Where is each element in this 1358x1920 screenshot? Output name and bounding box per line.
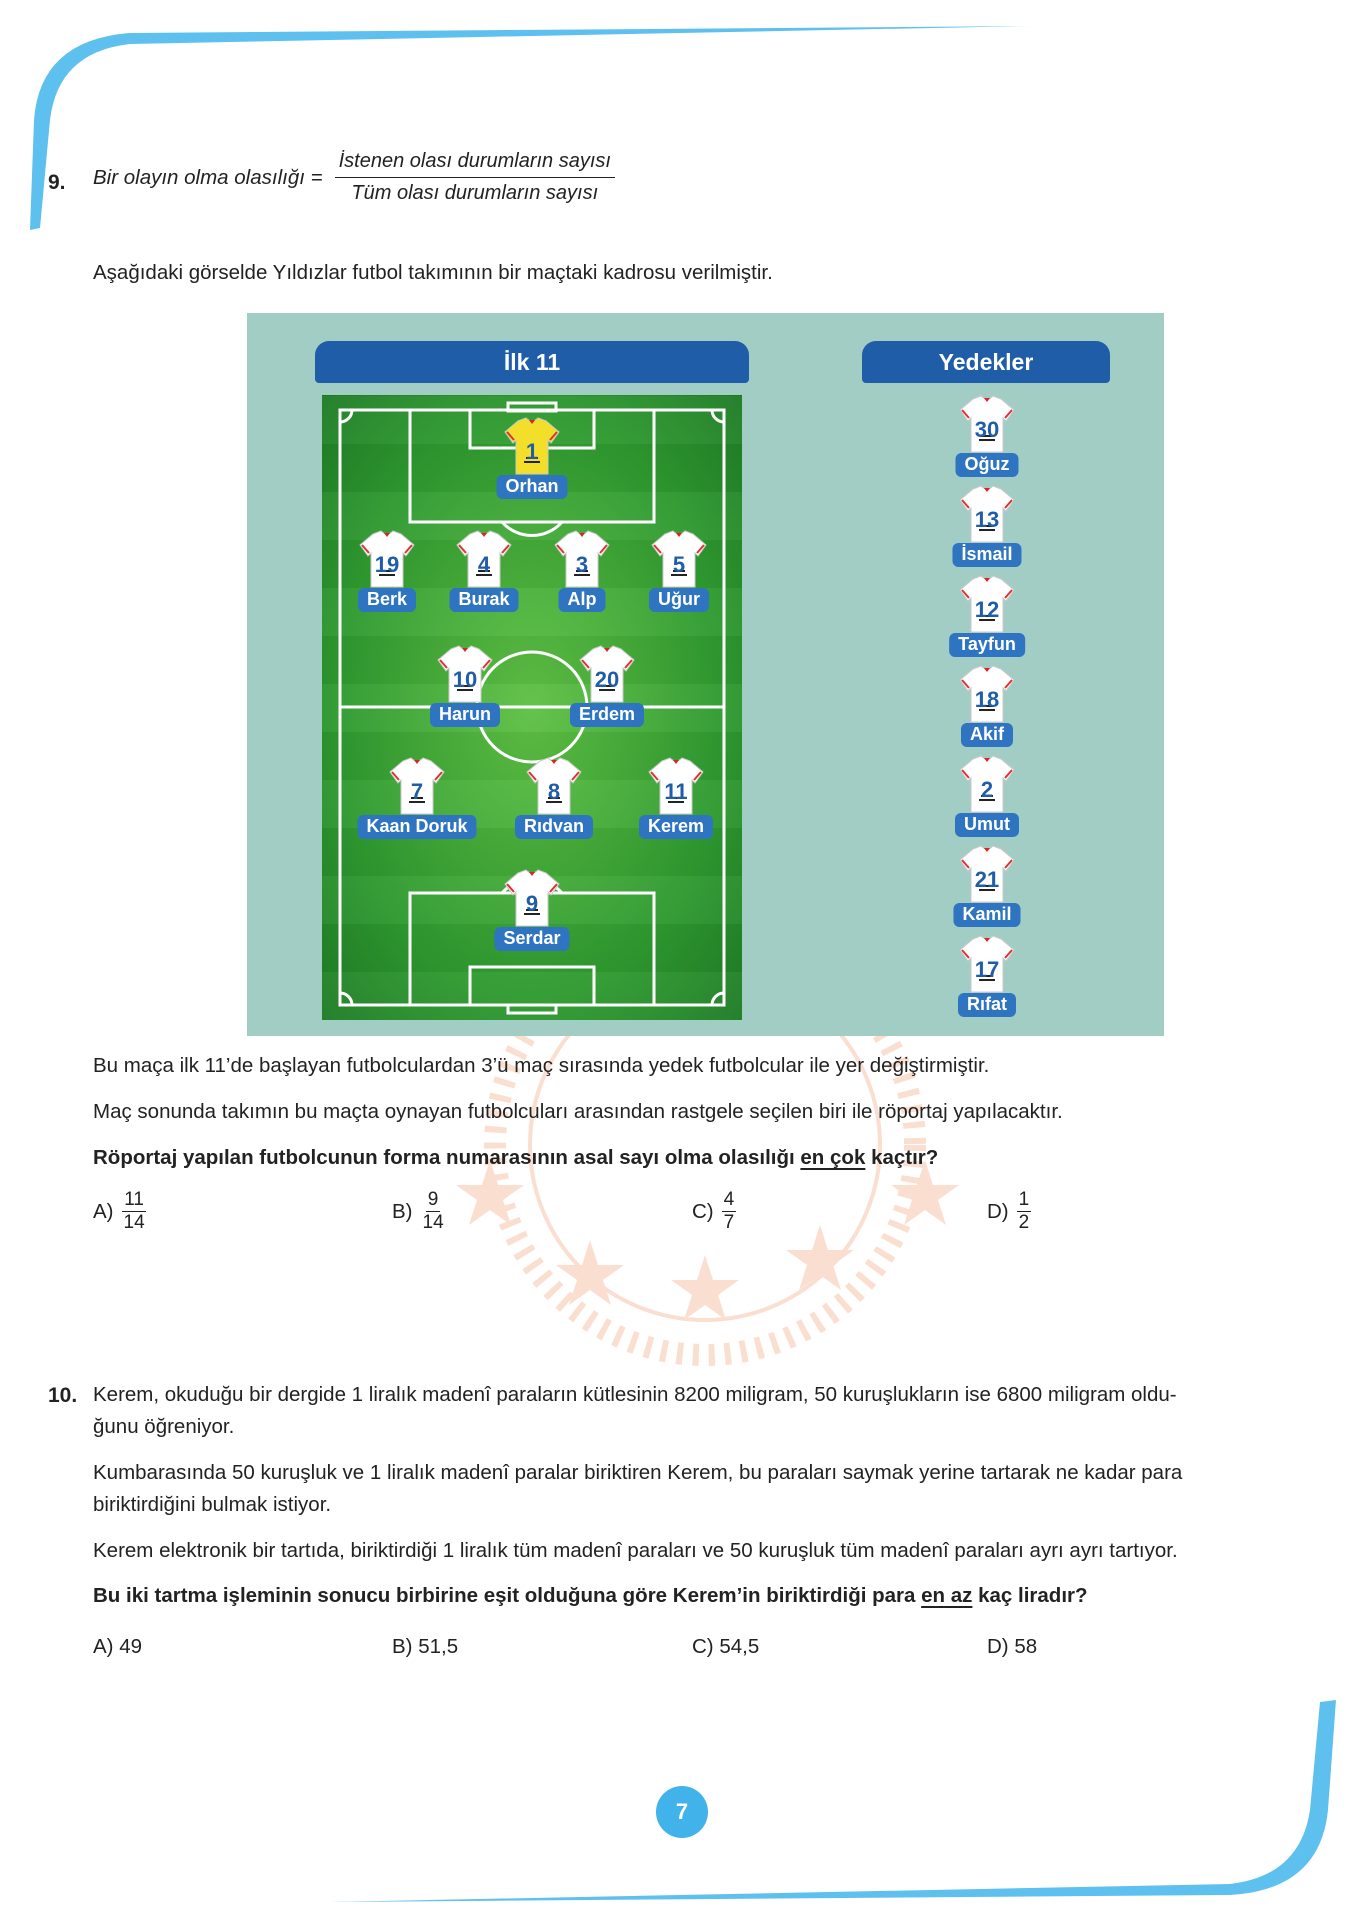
jersey-number: 21 — [974, 867, 1000, 892]
player-name-tag: Umut — [955, 813, 1019, 837]
sub-player — [932, 845, 1042, 927]
sub-player — [932, 935, 1042, 1017]
sub-player — [932, 665, 1042, 747]
jersey-number: 5 — [672, 552, 686, 577]
starter-player — [410, 645, 520, 727]
jersey-number: 9 — [525, 891, 539, 916]
starter-player — [332, 530, 442, 612]
probability-formula — [93, 150, 615, 205]
fraction-numerator: 9 — [427, 1189, 439, 1210]
sub-player — [932, 395, 1042, 477]
question-10-paragraph-2-line-2: biriktirdiğini bulmak istiyor. — [93, 1493, 332, 1516]
starter-player — [499, 757, 609, 839]
q10-option-d[interactable]: D) 58 — [987, 1635, 1038, 1658]
fraction-numerator: 11 — [124, 1189, 144, 1210]
page-number-badge: 7 — [656, 1786, 708, 1838]
starter-player — [624, 530, 734, 612]
option-label: D) — [987, 1199, 1009, 1223]
starters-header: İlk 11 — [315, 341, 749, 383]
starter-player — [362, 757, 472, 839]
jersey-number: 13 — [974, 507, 1000, 532]
sub-player — [932, 485, 1042, 567]
q10-option-b[interactable]: B) 51,5 — [392, 1635, 459, 1658]
question-10-number: 10. — [48, 1384, 78, 1407]
question-9-number: 9. — [48, 171, 66, 194]
player-name-tag: Harun — [430, 703, 500, 727]
formula-numerator: İstenen olası durumların sayısı — [335, 150, 615, 178]
q9-option-b[interactable] — [392, 1190, 446, 1233]
question-9-prompt-end: kaçtır? — [871, 1146, 939, 1169]
option-fraction — [1017, 1190, 1032, 1233]
player-name-tag: Orhan — [496, 475, 567, 499]
jersey-number: 4 — [477, 552, 491, 577]
question-9-paragraph-1: Bu maça ilk 11’de başlayan futbolculardan 3’ü maç sırasında yedek futbolcular ile yer değiştirmiştir. — [93, 1054, 990, 1077]
question-9-paragraph-2: Maç sonunda takımın bu maçta oynayan futbolcuları arasından rastgele seçilen biri ile röportaj yapılacaktır. — [93, 1100, 1063, 1123]
jersey-number: 7 — [410, 779, 424, 804]
option-fraction — [722, 1190, 737, 1233]
option-label: A) — [93, 1199, 114, 1223]
option-label: B) — [392, 1199, 413, 1223]
player-name-tag: İsmail — [952, 543, 1021, 567]
option-label: C) — [692, 1199, 714, 1223]
question-10-paragraph-1-line-1: Kerem, okuduğu bir dergide 1 liralık madenî paraların kütlesinin 8200 miligram, 50 kuruşlukların ise 6800 miligram oldu- — [93, 1383, 1177, 1406]
sub-player — [932, 575, 1042, 657]
question-10-paragraph-1-line-2: ğunu öğreniyor. — [93, 1415, 235, 1438]
sub-player — [932, 755, 1042, 837]
question-10-prompt-end: kaç liradır? — [978, 1584, 1088, 1607]
question-10-paragraph-3: Kerem elektronik bir tartıda, biriktirdiği 1 liralık tüm madenî paraları ve 50 kuruşluk tüm madenî paraları ayrı ayrı tartıyor. — [93, 1539, 1178, 1562]
jersey-number: 17 — [974, 957, 1000, 982]
starter-player — [429, 530, 539, 612]
option-fraction — [421, 1190, 446, 1233]
starter-player — [527, 530, 637, 612]
fraction-denominator: 14 — [123, 1212, 145, 1233]
jersey-number: 2 — [980, 777, 994, 802]
starter-player — [621, 757, 731, 839]
question-9-prompt-text: Röportaj yapılan futbolcunun forma numarasının asal sayı olma olasılığı — [93, 1146, 795, 1169]
jersey-number: 30 — [974, 417, 1000, 442]
fraction-denominator: 14 — [422, 1212, 444, 1233]
player-name-tag: Kaan Doruk — [357, 815, 476, 839]
q9-option-d[interactable] — [987, 1190, 1031, 1233]
question-10-prompt-text: Bu iki tartma işleminin sonucu birbirine eşit olduğuna göre Kerem’in biriktirdiği para — [93, 1584, 916, 1607]
starter-player — [477, 417, 587, 499]
jersey-number: 18 — [974, 687, 1000, 712]
player-name-tag: Kamil — [953, 903, 1020, 927]
player-name-tag: Akif — [961, 723, 1013, 747]
q10-option-c[interactable]: C) 54,5 — [692, 1635, 760, 1658]
question-10-paragraph-2-line-1: Kumbarasında 50 kuruşluk ve 1 liralık madenî paralar biriktiren Kerem, bu paraları saymak yerine tartarak ne kadar para — [93, 1461, 1183, 1484]
jersey-number: 19 — [374, 552, 400, 577]
jersey-number: 1 — [525, 439, 539, 464]
q9-option-c[interactable] — [692, 1190, 736, 1233]
player-name-tag: Uğur — [649, 588, 709, 612]
player-name-tag: Berk — [358, 588, 416, 612]
option-fraction — [122, 1190, 147, 1233]
fraction-denominator: 7 — [723, 1212, 735, 1233]
fraction-numerator: 4 — [723, 1189, 735, 1210]
jersey-number: 11 — [664, 779, 688, 804]
question-10-prompt — [93, 1580, 1088, 1612]
player-name-tag: Rıfat — [958, 993, 1016, 1017]
formula-fraction — [335, 150, 615, 205]
jersey-number: 20 — [594, 667, 620, 692]
formula-denominator: Tüm olası durumların sayısı — [351, 182, 599, 204]
player-name-tag: Rıdvan — [515, 815, 593, 839]
question-9-prompt-emphasis: en çok — [800, 1146, 866, 1169]
player-name-tag: Burak — [449, 588, 518, 612]
formula-lhs: Bir olayın olma olasılığı = — [93, 165, 323, 189]
q10-option-a[interactable]: A) 49 — [93, 1635, 142, 1658]
question-9-prompt — [93, 1142, 938, 1174]
fraction-numerator: 1 — [1018, 1189, 1030, 1210]
subs-header: Yedekler — [862, 341, 1110, 383]
q9-option-a[interactable] — [93, 1190, 147, 1233]
question-9-intro: Aşağıdaki görselde Yıldızlar futbol takımının bir maçtaki kadrosu verilmiştir. — [93, 261, 773, 284]
jersey-number: 3 — [575, 552, 589, 577]
football-pitch — [322, 395, 742, 1020]
question-10-prompt-emphasis: en az — [921, 1584, 973, 1607]
player-name-tag: Tayfun — [949, 633, 1025, 657]
starter-player — [552, 645, 662, 727]
fraction-denominator: 2 — [1018, 1212, 1030, 1233]
lineup-panel — [247, 313, 1164, 1036]
player-name-tag: Serdar — [494, 927, 569, 951]
player-name-tag: Oğuz — [956, 453, 1019, 477]
player-name-tag: Kerem — [639, 815, 713, 839]
player-name-tag: Erdem — [570, 703, 644, 727]
jersey-number: 8 — [547, 779, 561, 804]
jersey-number: 10 — [452, 667, 478, 692]
player-name-tag: Alp — [559, 588, 606, 612]
jersey-number: 12 — [974, 597, 1000, 622]
starter-player — [477, 869, 587, 951]
